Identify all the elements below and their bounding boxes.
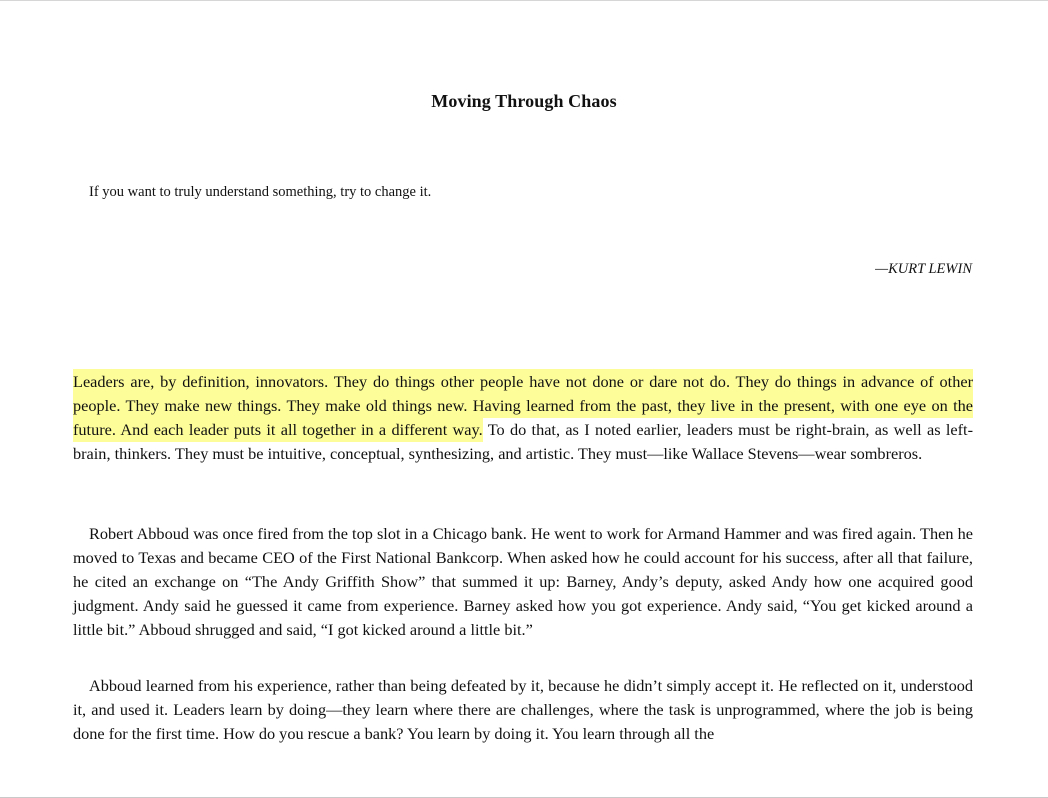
highlighted-passage[interactable]: Leaders are, by definition, innovators. They do things other people have not done or dare not do. They do things in advance of other people. They make new things. They make old things new. Having learned from the past, they live in the present, with one eye on the future. And each leader puts it all together in a different way.	[73, 369, 973, 442]
paragraph-1	[73, 370, 973, 466]
paragraph-2: Robert Abboud was once fired from the top slot in a Chicago bank. He went to work for Armand Hammer and was fired again. Then he moved to Texas and became CEO of the First National Bankcorp. When asked how he could account for his success, after all that failure, he cited an exchange on “The Andy Griffith Show” that summed it up: Barney, Andy’s deputy, asked Andy how one acquired good judgment. Andy said he guessed it came from experience. Barney asked how you got experience. Andy said, “You get kicked around a little bit.” Abboud shrugged and said, “I got kicked around a little bit.”	[73, 524, 973, 639]
paragraph-1-rest: To do that, as I noted earlier, leaders must be right-brain, as well as left-brain, thinkers. They must be intuitive, conceptual, synthesizing, and artistic. They must—like Wallace Stevens—wear sombreros.	[73, 420, 973, 463]
paragraph-3: Abboud learned from his experience, rather than being defeated by it, because he didn’t simply accept it. He reflected on it, understood it, and used it. Leaders learn by doing—they learn where there are challenges, where the task is unprogrammed, where the job is being done for the first time. How do you rescue a bank? You learn by doing it. You learn through all the	[73, 676, 973, 743]
epigraph-attribution: —KURT LEWIN	[875, 261, 972, 277]
epigraph-quote: If you want to truly understand something, try to change it.	[89, 184, 432, 200]
chapter-title: Moving Through Chaos	[431, 91, 617, 111]
